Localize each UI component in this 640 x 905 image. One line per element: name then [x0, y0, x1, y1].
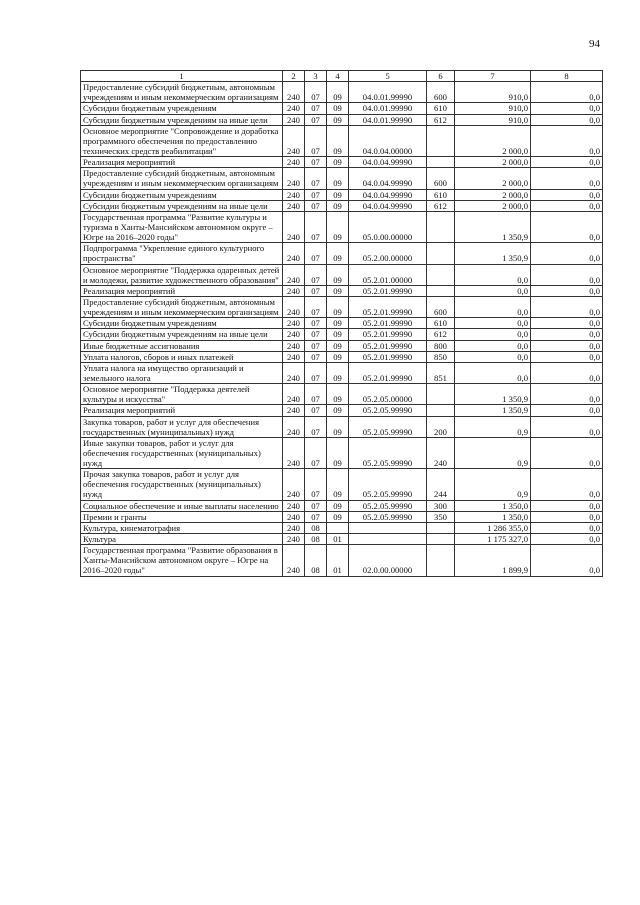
expense-type-code-cell: 610 — [427, 103, 455, 114]
subsection-code-cell: 01 — [327, 545, 349, 576]
expenditure-name-cell: Субсидии бюджетным учреждениям — [81, 318, 283, 329]
amount-2-cell: 0,0 — [531, 125, 603, 156]
subsection-code-cell: 09 — [327, 264, 349, 285]
expenditure-name-cell: Уплата налога на имущество организаций и земельного налога — [81, 362, 283, 383]
amount-cell: 0,0 — [455, 296, 531, 317]
admin-code-cell: 240 — [283, 534, 305, 545]
amount-2-cell: 0,0 — [531, 362, 603, 383]
subsection-code-cell: 09 — [327, 362, 349, 383]
table-row — [81, 243, 603, 264]
target-article-code-cell: 05.2.05.99990 — [349, 500, 427, 511]
amount-cell: 0,0 — [455, 340, 531, 351]
amount-cell: 1 350,0 — [455, 500, 531, 511]
amount-cell: 0,0 — [455, 362, 531, 383]
expenditure-name-cell: Государственная программа "Развитие культуры и туризма в Ханты-Мансийском автономном округе – Югре на 2016–2020 годы" — [81, 211, 283, 242]
amount-2-cell: 0,0 — [531, 329, 603, 340]
table-row — [81, 211, 603, 242]
admin-code-cell: 240 — [283, 264, 305, 285]
table-row — [81, 103, 603, 114]
admin-code-cell: 240 — [283, 329, 305, 340]
admin-code-cell: 240 — [283, 384, 305, 405]
admin-code-cell: 240 — [283, 437, 305, 468]
subsection-code-cell: 09 — [327, 82, 349, 103]
target-article-code-cell: 05.2.01.99990 — [349, 296, 427, 317]
admin-code-cell: 240 — [283, 168, 305, 189]
admin-code-cell: 240 — [283, 157, 305, 168]
amount-cell: 2 000,0 — [455, 189, 531, 200]
amount-2-cell: 0,0 — [531, 318, 603, 329]
expense-type-code-cell: 600 — [427, 82, 455, 103]
expenditure-name-cell: Социальное обеспечение и иные выплаты населению — [81, 500, 283, 511]
table-row — [81, 340, 603, 351]
header-cell-7: 7 — [455, 71, 531, 82]
admin-code-cell: 240 — [283, 211, 305, 242]
amount-2-cell: 0,0 — [531, 437, 603, 468]
amount-2-cell: 0,0 — [531, 351, 603, 362]
target-article-code-cell: 05.2.05.00000 — [349, 384, 427, 405]
target-article-code-cell: 05.0.00.00000 — [349, 211, 427, 242]
table-body — [81, 82, 603, 576]
subsection-code-cell: 09 — [327, 125, 349, 156]
section-code-cell: 07 — [305, 437, 327, 468]
section-code-cell: 07 — [305, 296, 327, 317]
amount-2-cell: 0,0 — [531, 82, 603, 103]
target-article-code-cell: 05.2.05.99990 — [349, 416, 427, 437]
expense-type-code-cell: 300 — [427, 500, 455, 511]
expenditure-name-cell: Основное мероприятие "Поддержка одаренных детей и молодежи, развитие художественного образования" — [81, 264, 283, 285]
admin-code-cell: 240 — [283, 114, 305, 125]
section-code-cell: 08 — [305, 522, 327, 533]
subsection-code-cell: 09 — [327, 285, 349, 296]
expenditure-name-cell: Закупка товаров, работ и услуг для обеспечения государственных (муниципальных) нужд — [81, 416, 283, 437]
table-row — [81, 125, 603, 156]
amount-cell: 1 350,9 — [455, 211, 531, 242]
section-code-cell: 07 — [305, 329, 327, 340]
target-article-code-cell: 05.2.05.99990 — [349, 469, 427, 500]
section-code-cell: 07 — [305, 351, 327, 362]
amount-2-cell: 0,0 — [531, 264, 603, 285]
table-row — [81, 511, 603, 522]
amount-cell: 1 899,9 — [455, 545, 531, 576]
amount-cell: 2 000,0 — [455, 200, 531, 211]
table-row — [81, 82, 603, 103]
subsection-code-cell: 09 — [327, 500, 349, 511]
subsection-code-cell: 01 — [327, 534, 349, 545]
table-row — [81, 318, 603, 329]
subsection-code-cell: 09 — [327, 384, 349, 405]
table-row — [81, 469, 603, 500]
expense-type-code-cell — [427, 157, 455, 168]
header-cell-8: 8 — [531, 71, 603, 82]
subsection-code-cell: 09 — [327, 296, 349, 317]
amount-cell: 910,0 — [455, 114, 531, 125]
section-code-cell: 07 — [305, 114, 327, 125]
subsection-code-cell: 09 — [327, 243, 349, 264]
amount-cell: 2 000,0 — [455, 125, 531, 156]
expense-type-code-cell: 612 — [427, 329, 455, 340]
target-article-code-cell: 04.0.01.99990 — [349, 82, 427, 103]
expense-type-code-cell: 200 — [427, 416, 455, 437]
table-row — [81, 534, 603, 545]
expense-type-code-cell — [427, 285, 455, 296]
expenditure-name-cell: Государственная программа "Развитие образования в Ханты-Мансийском автономном округе – Югре на 2016–2020 годы" — [81, 545, 283, 576]
target-article-code-cell: 04.0.04.99990 — [349, 157, 427, 168]
header-cell-3: 3 — [305, 71, 327, 82]
amount-2-cell: 0,0 — [531, 405, 603, 416]
expense-type-code-cell: 610 — [427, 189, 455, 200]
amount-2-cell: 0,0 — [531, 340, 603, 351]
expenditure-name-cell: Основное мероприятие "Сопровождение и доработка программного обеспечения по предоставлению технических средств реабилитации" — [81, 125, 283, 156]
amount-2-cell: 0,0 — [531, 211, 603, 242]
admin-code-cell: 240 — [283, 296, 305, 317]
table-row — [81, 264, 603, 285]
expense-type-code-cell: 850 — [427, 351, 455, 362]
subsection-code-cell: 09 — [327, 437, 349, 468]
section-code-cell: 07 — [305, 405, 327, 416]
amount-2-cell: 0,0 — [531, 384, 603, 405]
expense-type-code-cell: 800 — [427, 340, 455, 351]
header-cell-5: 5 — [349, 71, 427, 82]
section-code-cell: 07 — [305, 511, 327, 522]
target-article-code-cell: 05.2.05.99990 — [349, 405, 427, 416]
expenditure-name-cell: Субсидии бюджетным учреждениям — [81, 189, 283, 200]
section-code-cell: 07 — [305, 264, 327, 285]
expenditure-name-cell: Реализация мероприятий — [81, 405, 283, 416]
admin-code-cell: 240 — [283, 500, 305, 511]
amount-2-cell: 0,0 — [531, 200, 603, 211]
expenditure-name-cell: Субсидии бюджетным учреждениям на иные цели — [81, 114, 283, 125]
amount-2-cell: 0,0 — [531, 243, 603, 264]
expenditure-name-cell: Реализация мероприятий — [81, 285, 283, 296]
amount-2-cell: 0,0 — [531, 522, 603, 533]
expense-type-code-cell: 350 — [427, 511, 455, 522]
subsection-code-cell: 09 — [327, 200, 349, 211]
header-row — [81, 71, 603, 82]
target-article-code-cell: 05.2.01.99990 — [349, 340, 427, 351]
subsection-code-cell: 09 — [327, 416, 349, 437]
subsection-code-cell: 09 — [327, 469, 349, 500]
amount-cell: 0,9 — [455, 416, 531, 437]
section-code-cell: 08 — [305, 534, 327, 545]
section-code-cell: 07 — [305, 189, 327, 200]
target-article-code-cell: 04.0.04.99990 — [349, 189, 427, 200]
expenditure-name-cell: Субсидии бюджетным учреждениям — [81, 103, 283, 114]
amount-2-cell: 0,0 — [531, 511, 603, 522]
admin-code-cell: 240 — [283, 340, 305, 351]
expenditure-name-cell: Культура, кинематография — [81, 522, 283, 533]
target-article-code-cell: 05.2.05.99990 — [349, 437, 427, 468]
section-code-cell: 07 — [305, 125, 327, 156]
expense-type-code-cell: 600 — [427, 168, 455, 189]
amount-cell: 0,9 — [455, 469, 531, 500]
expenditure-name-cell: Основное мероприятие "Поддержка деятелей культуры и искусства" — [81, 384, 283, 405]
target-article-code-cell — [349, 522, 427, 533]
admin-code-cell: 240 — [283, 469, 305, 500]
expenditure-name-cell: Прочая закупка товаров, работ и услуг для обеспечения государственных (муниципальных) нужд — [81, 469, 283, 500]
amount-2-cell: 0,0 — [531, 285, 603, 296]
section-code-cell: 07 — [305, 384, 327, 405]
expense-type-code-cell: 612 — [427, 114, 455, 125]
target-article-code-cell: 05.2.01.00000 — [349, 264, 427, 285]
section-code-cell: 07 — [305, 340, 327, 351]
admin-code-cell: 240 — [283, 243, 305, 264]
amount-cell: 910,0 — [455, 82, 531, 103]
section-code-cell: 07 — [305, 416, 327, 437]
admin-code-cell: 240 — [283, 405, 305, 416]
expenditure-name-cell: Премии и гранты — [81, 511, 283, 522]
target-article-code-cell: 04.0.04.00000 — [349, 125, 427, 156]
table-row — [81, 384, 603, 405]
section-code-cell: 07 — [305, 469, 327, 500]
amount-cell: 1 286 355,0 — [455, 522, 531, 533]
target-article-code-cell: 04.0.01.99990 — [349, 114, 427, 125]
table-header — [81, 71, 603, 82]
table-row — [81, 545, 603, 576]
expense-type-code-cell — [427, 545, 455, 576]
section-code-cell: 07 — [305, 82, 327, 103]
admin-code-cell: 240 — [283, 82, 305, 103]
expenditure-name-cell: Предоставление субсидий бюджетным, автономным учреждениям и иным некоммерческим организациям — [81, 296, 283, 317]
amount-2-cell: 0,0 — [531, 545, 603, 576]
amount-cell: 1 350,9 — [455, 384, 531, 405]
subsection-code-cell: 09 — [327, 511, 349, 522]
amount-cell: 910,0 — [455, 103, 531, 114]
admin-code-cell: 240 — [283, 103, 305, 114]
header-cell-2: 2 — [283, 71, 305, 82]
admin-code-cell: 240 — [283, 351, 305, 362]
subsection-code-cell: 09 — [327, 157, 349, 168]
admin-code-cell: 240 — [283, 511, 305, 522]
subsection-code-cell: 09 — [327, 405, 349, 416]
table-row — [81, 362, 603, 383]
table-row — [81, 329, 603, 340]
expense-type-code-cell — [427, 522, 455, 533]
admin-code-cell: 240 — [283, 416, 305, 437]
subsection-code-cell — [327, 522, 349, 533]
subsection-code-cell: 09 — [327, 168, 349, 189]
expense-type-code-cell — [427, 264, 455, 285]
table-row — [81, 500, 603, 511]
expenditure-name-cell: Культура — [81, 534, 283, 545]
expense-type-code-cell: 610 — [427, 318, 455, 329]
page-number: 94 — [589, 38, 600, 50]
expenditure-name-cell: Субсидии бюджетным учреждениям на иные цели — [81, 329, 283, 340]
header-cell-4: 4 — [327, 71, 349, 82]
table-row — [81, 522, 603, 533]
table-row — [81, 189, 603, 200]
amount-cell: 1 175 327,0 — [455, 534, 531, 545]
expenditure-name-cell: Иные закупки товаров, работ и услуг для обеспечения государственных (муниципальных) нужд — [81, 437, 283, 468]
amount-2-cell: 0,0 — [531, 103, 603, 114]
target-article-code-cell: 05.2.05.99990 — [349, 511, 427, 522]
expense-type-code-cell: 851 — [427, 362, 455, 383]
section-code-cell: 07 — [305, 168, 327, 189]
target-article-code-cell: 04.0.04.99990 — [349, 200, 427, 211]
admin-code-cell: 240 — [283, 522, 305, 533]
amount-cell: 1 350,9 — [455, 243, 531, 264]
amount-2-cell: 0,0 — [531, 114, 603, 125]
expense-type-code-cell: 240 — [427, 437, 455, 468]
target-article-code-cell: 05.2.01.99990 — [349, 329, 427, 340]
section-code-cell: 08 — [305, 545, 327, 576]
expenditure-name-cell: Реализация мероприятий — [81, 157, 283, 168]
target-article-code-cell: 05.2.01.99990 — [349, 362, 427, 383]
table-row — [81, 405, 603, 416]
subsection-code-cell: 09 — [327, 318, 349, 329]
section-code-cell: 07 — [305, 285, 327, 296]
section-code-cell: 07 — [305, 200, 327, 211]
expense-type-code-cell — [427, 534, 455, 545]
admin-code-cell: 240 — [283, 362, 305, 383]
subsection-code-cell: 09 — [327, 329, 349, 340]
admin-code-cell: 240 — [283, 200, 305, 211]
table-row — [81, 416, 603, 437]
amount-cell: 0,0 — [455, 285, 531, 296]
budget-table — [80, 70, 603, 577]
amount-2-cell: 0,0 — [531, 469, 603, 500]
amount-cell: 2 000,0 — [455, 168, 531, 189]
table-row — [81, 351, 603, 362]
target-article-code-cell: 05.2.01.99990 — [349, 318, 427, 329]
target-article-code-cell: 04.0.01.99990 — [349, 103, 427, 114]
expense-type-code-cell — [427, 405, 455, 416]
section-code-cell: 07 — [305, 362, 327, 383]
table-row — [81, 200, 603, 211]
amount-cell: 1 350,0 — [455, 511, 531, 522]
expenditure-name-cell: Подпрограмма "Укрепление единого культурного пространства" — [81, 243, 283, 264]
amount-2-cell: 0,0 — [531, 168, 603, 189]
target-article-code-cell: 04.0.04.99990 — [349, 168, 427, 189]
expenditure-name-cell: Уплата налогов, сборов и иных платежей — [81, 351, 283, 362]
amount-2-cell: 0,0 — [531, 157, 603, 168]
expenditure-name-cell: Предоставление субсидий бюджетным, автономным учреждениям и иным некоммерческим организациям — [81, 82, 283, 103]
amount-cell: 2 000,0 — [455, 157, 531, 168]
admin-code-cell: 240 — [283, 545, 305, 576]
expense-type-code-cell: 600 — [427, 296, 455, 317]
admin-code-cell: 240 — [283, 285, 305, 296]
section-code-cell: 07 — [305, 500, 327, 511]
amount-2-cell: 0,0 — [531, 296, 603, 317]
amount-2-cell: 0,0 — [531, 500, 603, 511]
header-cell-6: 6 — [427, 71, 455, 82]
expense-type-code-cell — [427, 243, 455, 264]
amount-cell: 0,9 — [455, 437, 531, 468]
admin-code-cell: 240 — [283, 189, 305, 200]
subsection-code-cell: 09 — [327, 114, 349, 125]
subsection-code-cell: 09 — [327, 103, 349, 114]
section-code-cell: 07 — [305, 103, 327, 114]
section-code-cell: 07 — [305, 211, 327, 242]
expense-type-code-cell: 612 — [427, 200, 455, 211]
target-article-code-cell: 05.2.01.99990 — [349, 285, 427, 296]
table-row — [81, 168, 603, 189]
expenditure-name-cell: Субсидии бюджетным учреждениям на иные цели — [81, 200, 283, 211]
subsection-code-cell: 09 — [327, 189, 349, 200]
amount-cell: 1 350,9 — [455, 405, 531, 416]
table-row — [81, 157, 603, 168]
table-row — [81, 296, 603, 317]
amount-cell: 0,0 — [455, 318, 531, 329]
table-row — [81, 114, 603, 125]
expense-type-code-cell — [427, 211, 455, 242]
subsection-code-cell: 09 — [327, 211, 349, 242]
expense-type-code-cell: 244 — [427, 469, 455, 500]
amount-cell: 0,0 — [455, 351, 531, 362]
target-article-code-cell: 05.2.01.99990 — [349, 351, 427, 362]
table-row — [81, 285, 603, 296]
admin-code-cell: 240 — [283, 125, 305, 156]
amount-2-cell: 0,0 — [531, 189, 603, 200]
target-article-code-cell — [349, 534, 427, 545]
table-row — [81, 437, 603, 468]
amount-cell: 0,0 — [455, 264, 531, 285]
expenditure-name-cell: Предоставление субсидий бюджетным, автономным учреждениям и иным некоммерческим организациям — [81, 168, 283, 189]
target-article-code-cell: 05.2.00.00000 — [349, 243, 427, 264]
header-cell-1: 1 — [81, 71, 283, 82]
expense-type-code-cell — [427, 125, 455, 156]
amount-2-cell: 0,0 — [531, 534, 603, 545]
section-code-cell: 07 — [305, 157, 327, 168]
subsection-code-cell: 09 — [327, 340, 349, 351]
section-code-cell: 07 — [305, 318, 327, 329]
subsection-code-cell: 09 — [327, 351, 349, 362]
amount-cell: 0,0 — [455, 329, 531, 340]
expense-type-code-cell — [427, 384, 455, 405]
amount-2-cell: 0,0 — [531, 416, 603, 437]
expenditure-name-cell: Иные бюджетные ассигнования — [81, 340, 283, 351]
target-article-code-cell: 02.0.00.00000 — [349, 545, 427, 576]
admin-code-cell: 240 — [283, 318, 305, 329]
section-code-cell: 07 — [305, 243, 327, 264]
